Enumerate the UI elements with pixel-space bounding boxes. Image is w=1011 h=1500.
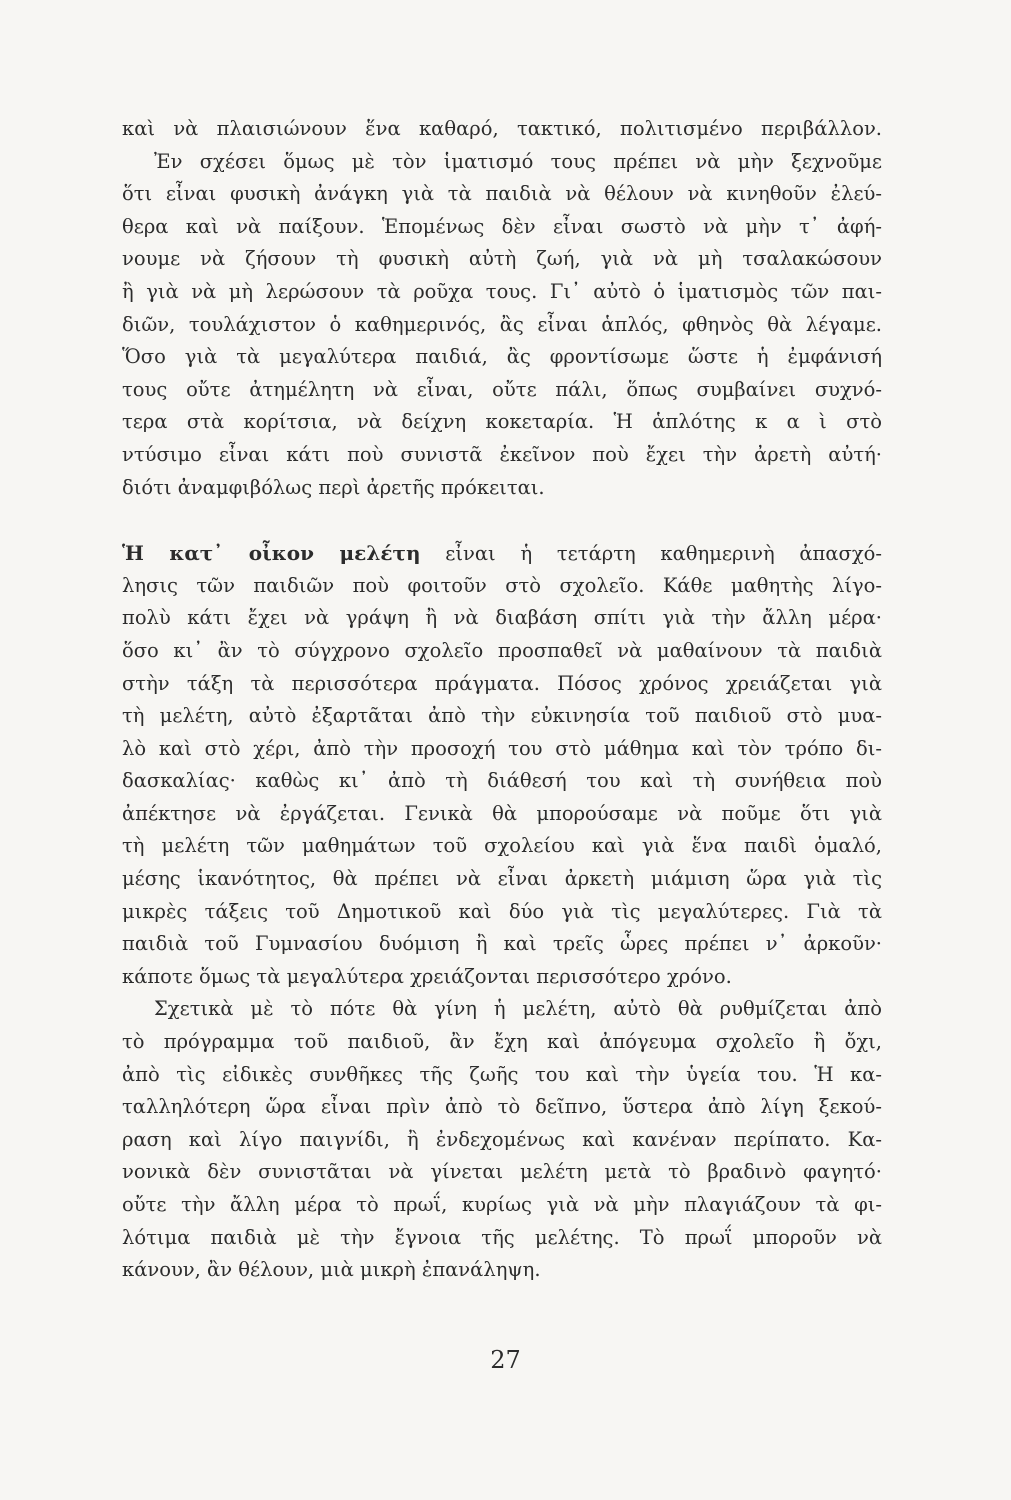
text-line: τὸ πρόγραμμα τοῦ παιδιοῦ, ἂν ἔχη καὶ ἀπόγευμα σχολεῖο ἢ ὄχι,: [122, 1030, 882, 1054]
section-heading: Ἡ κατ᾽ οἶκον μελέτη: [122, 541, 421, 566]
text-line: τὴ μελέτη τῶν μαθημάτων τοῦ σχολείου καὶ γιὰ ἕνα παιδὶ ὁμαλό,: [122, 834, 882, 858]
text-line: ὅσο κι᾽ ἂν τὸ σύγχρονο σχολεῖο προσπαθεῖ νὰ μαθαίνουν τὰ παιδιὰ: [122, 638, 882, 662]
text-line: διότι ἀναμφιβόλως περὶ ἀρετῆς πρόκειται.: [122, 475, 545, 499]
text-line: Ὅσο γιὰ τὰ μεγαλύτερα παιδιά, ἂς φροντίσωμε ὥστε ἡ ἐμφάνισή: [122, 345, 882, 369]
text-line: κάνουν, ἂν θέλουν, μιὰ μικρὴ ἐπανάληψη.: [122, 1258, 541, 1282]
text-line: Ἐν σχέσει ὅμως μὲ τὸν ἱματισμό τους πρέπει νὰ μὴν ξεχνοῦμε: [154, 149, 882, 173]
text-line: λησις τῶν παιδιῶν ποὺ φοιτοῦν στὸ σχολεῖο. Κάθε μαθητὴς λίγο-: [122, 573, 882, 597]
text-line: ἀπέκτησε νὰ ἐργάζεται. Γενικὰ θὰ μπορούσαμε νὰ ποῦμε ὅτι γιὰ: [122, 801, 882, 825]
text-line: δασκαλίας· καθὼς κι᾽ ἀπὸ τὴ διάθεσή του καὶ τὴ συνήθεια ποὺ: [122, 769, 882, 793]
text-line: μέσης ἱκανότητος, θὰ πρέπει νὰ εἶναι ἀρκετὴ μιάμιση ὥρα γιὰ τὶς: [122, 867, 882, 891]
text-line: ἢ γιὰ νὰ μὴ λερώσουν τὰ ροῦχα τους. Γι᾽ αὐτὸ ὁ ἱματισμὸς τῶν παι-: [122, 279, 882, 303]
text-line: στὴν τάξη τὰ περισσότερα πράγματα. Πόσος χρόνος χρειάζεται γιὰ: [122, 671, 882, 695]
text-line: καὶ νὰ πλαισιώνουν ἕνα καθαρό, τακτικό, πολιτισμένο περιβάλλον.: [122, 117, 882, 140]
text-line: τερα στὰ κορίτσια, νὰ δείχνη κοκεταρία. Ἡ ἁπλότης κ α ὶ στὸ: [122, 410, 882, 434]
text-line: θερα καὶ νὰ παίξουν. Ἑπομένως δὲν εἶναι σωστὸ νὰ μὴν τ᾽ ἀφή-: [122, 214, 882, 238]
heading-continuation: εἶναι ἡ τετάρτη καθημερινὴ ἀπασχό-: [445, 542, 882, 566]
text-line: νουμε νὰ ζήσουν τὴ φυσικὴ αὐτὴ ζωή, γιὰ νὰ μὴ τσαλακώσουν: [122, 247, 882, 271]
text-line: τὴ μελέτη, αὐτὸ ἐξαρτᾶται ἀπὸ τὴν εὐκινησία τοῦ παιδιοῦ στὸ μυα-: [122, 704, 882, 728]
text-line: ὅτι εἶναι φυσικὴ ἀνάγκη γιὰ τὰ παιδιὰ νὰ θέλουν νὰ κινηθοῦν ἐλεύ-: [122, 182, 882, 206]
text-line: διῶν, τουλάχιστον ὁ καθημερινός, ἂς εἶναι ἁπλός, φθηνὸς θὰ λέγαμε.: [122, 312, 882, 336]
text-line: ταλληλότερη ὥρα εἶναι πρὶν ἀπὸ τὸ δεῖπνο, ὕστερα ἀπὸ λίγη ξεκού-: [122, 1095, 882, 1119]
text-line: Σχετικὰ μὲ τὸ πότε θὰ γίνη ἡ μελέτη, αὐτὸ θὰ ρυθμίζεται ἀπὸ: [154, 997, 882, 1021]
page-text: [122, 113, 882, 1287]
text-line: νονικὰ δὲν συνιστᾶται νὰ γίνεται μελέτη μετὰ τὸ βραδινὸ φαγητό·: [122, 1160, 882, 1184]
text-line: ραση καὶ λίγο παιγνίδι, ἢ ἐνδεχομένως καὶ κανέναν περίπατο. Κα-: [122, 1127, 882, 1151]
page-number: 27: [490, 1346, 521, 1374]
text-line: ντύσιμο εἶναι κάτι ποὺ συνιστᾶ ἐκεῖνον ποὺ ἔχει τὴν ἀρετὴ αὐτή·: [122, 442, 882, 466]
text-line: οὔτε τὴν ἄλλη μέρα τὸ πρωΐ, κυρίως γιὰ νὰ μὴν πλαγιάζουν τὰ φι-: [122, 1193, 882, 1216]
text-line: κάποτε ὅμως τὰ μεγαλύτερα χρειάζονται περισσότερο χρόνο.: [122, 964, 732, 988]
text-line: παιδιὰ τοῦ Γυμνασίου δυόμιση ἢ καὶ τρεῖς ὧρες πρέπει ν᾽ ἀρκοῦν·: [122, 932, 882, 956]
text-line: τους οὔτε ἀτημέλητη νὰ εἶναι, οὔτε πάλι, ὅπως συμβαίνει συχνό-: [122, 377, 882, 401]
text-line: μικρὲς τάξεις τοῦ Δημοτικοῦ καὶ δύο γιὰ τὶς μεγαλύτερες. Γιὰ τὰ: [122, 899, 882, 923]
text-line: λότιμα παιδιὰ μὲ τὴν ἔγνοια τῆς μελέτης. Τὸ πρωΐ μποροῦν νὰ: [122, 1225, 882, 1249]
text-line: πολὺ κάτι ἔχει νὰ γράψη ἢ νὰ διαβάση σπίτι γιὰ τὴν ἄλλη μέρα·: [122, 606, 882, 630]
text-line: λὸ καὶ στὸ χέρι, ἀπὸ τὴν προσοχή του στὸ μάθημα καὶ τὸν τρόπο δι-: [122, 736, 882, 760]
text-line: ἀπὸ τὶς εἰδικὲς συνθῆκες τῆς ζωῆς του καὶ τὴν ὑγεία του. Ἡ κα-: [122, 1062, 882, 1086]
text-line: [122, 537, 882, 570]
